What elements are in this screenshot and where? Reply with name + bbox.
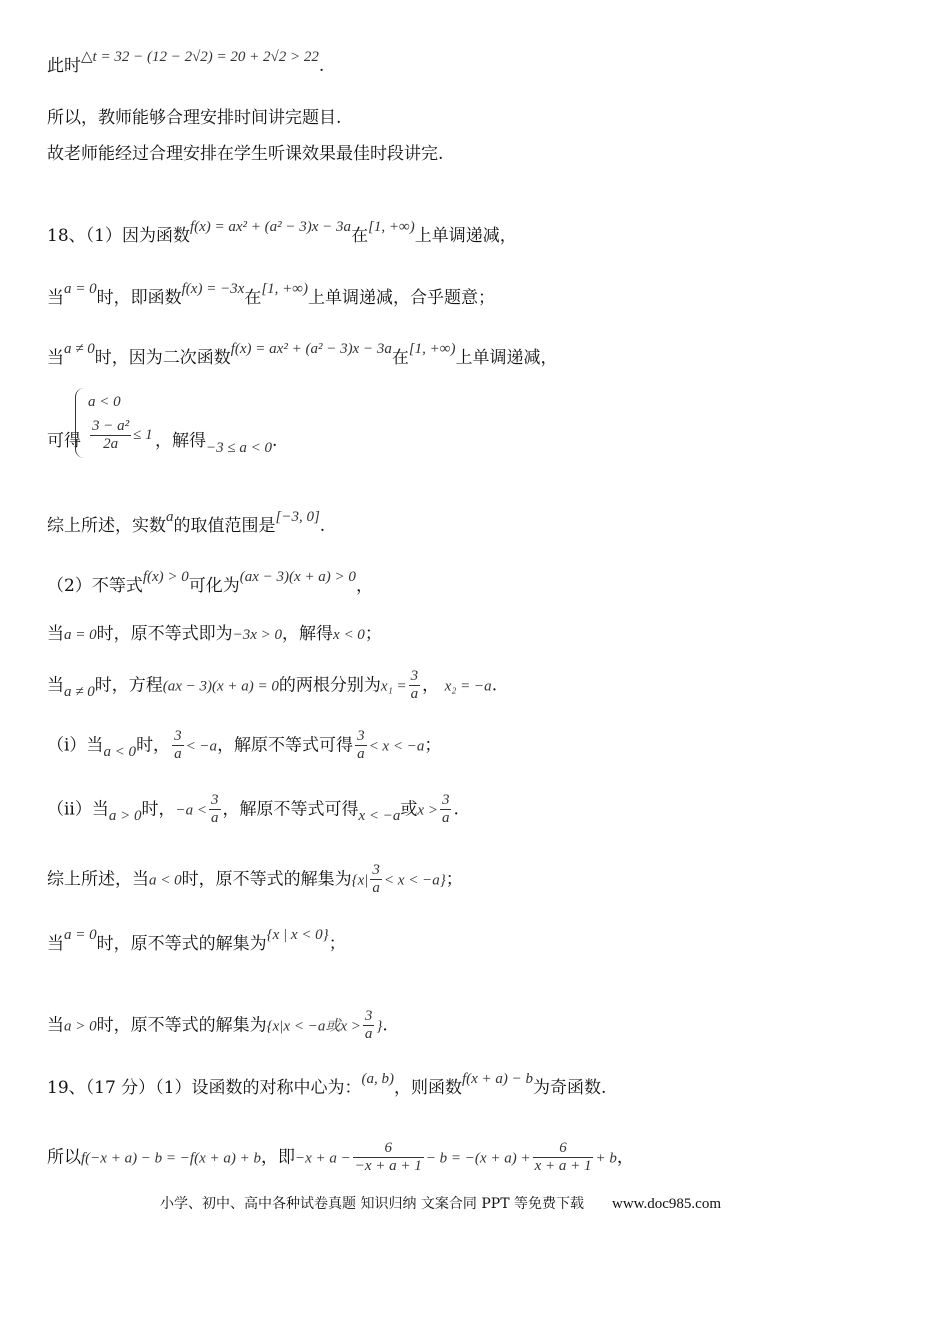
math: ≤ 1 bbox=[133, 427, 153, 444]
q18-case-a-nonzero bbox=[47, 341, 558, 368]
math: x₂ = −a bbox=[444, 678, 492, 695]
line-conclusion-1: 所以，教师能够合理安排时间讲完题目. bbox=[47, 108, 342, 128]
q18-system-solution bbox=[155, 431, 278, 456]
text: 或 bbox=[400, 799, 418, 820]
math: x bbox=[272, 1018, 280, 1035]
q18-system-prefix: 可得 bbox=[47, 431, 81, 451]
text: . bbox=[453, 799, 459, 820]
fraction bbox=[353, 1140, 424, 1176]
fraction bbox=[355, 728, 367, 764]
math: −x + a − bbox=[295, 1150, 351, 1167]
text: 时，因为二次函数 bbox=[94, 348, 231, 368]
set-bar: | bbox=[364, 872, 369, 889]
denominator: a bbox=[364, 1026, 373, 1043]
math: a ≠ 0 bbox=[64, 684, 95, 701]
text: ， bbox=[355, 576, 373, 596]
math: − b = −(x + a) + bbox=[425, 1150, 531, 1167]
system-line-1: a < 0 bbox=[88, 394, 121, 410]
text: 时，原不等式的解集为 bbox=[96, 1015, 267, 1036]
text: 当 bbox=[47, 288, 64, 308]
text: . bbox=[318, 56, 325, 76]
math: f(x) = ax² + (a² − 3)x − 3a bbox=[189, 219, 352, 235]
math: △t = 32 − (12 − 2√2) = 20 + 2√2 > 22 bbox=[81, 49, 319, 65]
numerator: 6 bbox=[353, 1140, 424, 1158]
text: . bbox=[271, 431, 278, 451]
q18-summary-a-gt-0 bbox=[47, 1008, 388, 1044]
fraction bbox=[533, 1140, 594, 1176]
denominator: a bbox=[441, 810, 450, 827]
text: ，解原不等式可得 bbox=[217, 735, 354, 756]
numerator: 3 bbox=[172, 728, 184, 746]
q18-summary-a-lt-0 bbox=[47, 862, 463, 898]
system-line-2 bbox=[88, 418, 153, 454]
text: 时，原不等式的解集为 bbox=[96, 934, 267, 954]
math: f(−x + a) − b = −f(x + a) + b bbox=[81, 1150, 261, 1167]
math: [−3, 0] bbox=[275, 509, 320, 525]
system-brace bbox=[75, 388, 86, 458]
text: 上单调递减， bbox=[414, 226, 517, 246]
set-brace-open: { bbox=[266, 1018, 273, 1035]
set-brace-close: } bbox=[376, 1018, 383, 1035]
text: 此时 bbox=[47, 56, 81, 76]
q19-intro bbox=[47, 1071, 607, 1098]
text: 所以 bbox=[47, 1147, 81, 1168]
set-brace-open: { bbox=[351, 872, 358, 889]
text: 综上所述，当 bbox=[47, 869, 149, 890]
text: 上单调递减，合乎题意； bbox=[308, 288, 495, 308]
footer-link[interactable]: www.doc985.com bbox=[611, 1196, 721, 1212]
text: ； bbox=[424, 735, 442, 756]
text: 18、（1）因为函数 bbox=[47, 226, 190, 246]
text: ， bbox=[616, 1147, 634, 1168]
text: ， bbox=[422, 675, 440, 696]
line-conclusion-2: 故老师能经过合理安排在学生听课效果最佳时段讲完. bbox=[47, 144, 444, 164]
math: < x < −a bbox=[368, 738, 425, 755]
math: x > bbox=[417, 802, 438, 819]
text: 时， bbox=[136, 735, 171, 756]
math: x < −a bbox=[358, 808, 401, 825]
math: [1, +∞) bbox=[408, 341, 456, 357]
math: (ax − 3)(x + a) > 0 bbox=[239, 569, 356, 585]
math: a > 0 bbox=[108, 808, 142, 825]
set-brace-close: } bbox=[439, 872, 446, 889]
text: （2）不等式 bbox=[47, 576, 143, 596]
text: 当 bbox=[47, 675, 64, 696]
math: a > 0 bbox=[64, 1018, 97, 1035]
math: < x < −a bbox=[383, 872, 440, 889]
math: a < 0 bbox=[149, 872, 182, 889]
numerator: 3 bbox=[370, 862, 382, 880]
q18-part2-case-i bbox=[47, 728, 441, 764]
text: 当 bbox=[47, 1015, 64, 1036]
math: a < 0 bbox=[103, 744, 137, 761]
math: < −a bbox=[185, 738, 218, 755]
math: (ax − 3)(x + a) = 0 bbox=[162, 678, 279, 695]
math: a ≠ 0 bbox=[64, 341, 95, 357]
math: −3 ≤ a < 0 bbox=[206, 440, 272, 456]
text: 的两根分别为 bbox=[278, 675, 381, 696]
set-bar: | bbox=[279, 1018, 284, 1035]
text: 当 bbox=[47, 624, 64, 644]
q18-part2-case-ii bbox=[47, 792, 459, 828]
fraction bbox=[209, 792, 221, 828]
denominator: a bbox=[174, 746, 182, 763]
numerator: 3 − a² bbox=[90, 418, 131, 436]
math: x₁ = bbox=[380, 678, 407, 695]
text: 上单调递减， bbox=[455, 348, 558, 368]
denominator: x + a + 1 bbox=[534, 1158, 592, 1175]
text: 的取值范围是 bbox=[173, 516, 276, 536]
page-footer bbox=[160, 1193, 721, 1213]
q18-case-a-zero bbox=[47, 281, 495, 308]
text: 可化为 bbox=[188, 576, 240, 596]
fraction-3-over-a bbox=[409, 668, 421, 704]
text: ，则函数 bbox=[393, 1078, 462, 1098]
math: −a < bbox=[175, 802, 207, 819]
numerator: 3 bbox=[363, 1008, 375, 1026]
line-delta-t bbox=[47, 49, 325, 76]
footer-text: 小学、初中、高中各种试卷真题 知识归纳 文案合同 PPT 等免费下载 bbox=[160, 1196, 584, 1212]
text: 当 bbox=[47, 934, 64, 954]
denominator: a bbox=[211, 810, 219, 827]
math: a = 0 bbox=[64, 281, 97, 297]
denominator: −x + a + 1 bbox=[354, 1158, 422, 1175]
text: ，解得 bbox=[155, 431, 206, 451]
q18-part1-intro bbox=[47, 219, 517, 246]
math: + b bbox=[595, 1150, 617, 1167]
text: 在 bbox=[351, 226, 369, 246]
math: f(x) = −3x bbox=[181, 281, 245, 297]
fraction bbox=[363, 1008, 375, 1044]
text: 时， bbox=[141, 799, 176, 820]
numerator: 3 bbox=[440, 792, 452, 810]
math: {x | x < 0} bbox=[266, 927, 329, 943]
q19-odd-function bbox=[47, 1140, 634, 1176]
text: ，解得 bbox=[282, 624, 334, 644]
text: 19、（17 分）（1）设函数的对称中心为： bbox=[47, 1078, 362, 1098]
text: . bbox=[382, 1015, 388, 1036]
text: 时，即函数 bbox=[96, 288, 182, 308]
text: ，解原不等式可得 bbox=[222, 799, 359, 820]
text: 时，方程 bbox=[94, 675, 163, 696]
text: ； bbox=[328, 934, 346, 954]
numerator: 6 bbox=[533, 1140, 594, 1158]
q18-part2-a-zero bbox=[47, 626, 382, 643]
text: ，即 bbox=[261, 1147, 295, 1168]
q18-part2-roots bbox=[47, 668, 497, 704]
math: a bbox=[166, 509, 174, 525]
math: f(x) > 0 bbox=[142, 569, 189, 585]
denominator: a bbox=[372, 880, 380, 897]
text: （i）当 bbox=[47, 735, 104, 756]
q18-summary-range bbox=[47, 509, 326, 536]
text: 时，原不等式即为 bbox=[96, 624, 233, 644]
text: ； bbox=[364, 624, 382, 644]
math: (a, b) bbox=[361, 1071, 394, 1087]
denominator: 2a bbox=[103, 436, 119, 453]
fraction bbox=[370, 862, 382, 898]
text: 为奇函数. bbox=[533, 1078, 607, 1098]
q18-summary-a-eq-0 bbox=[47, 927, 346, 954]
text: . bbox=[319, 516, 326, 536]
math: f(x + a) − b bbox=[461, 1071, 534, 1087]
text: 当 bbox=[47, 348, 64, 368]
q18-part2-intro bbox=[47, 569, 373, 596]
numerator: 3 bbox=[409, 668, 421, 686]
math: x < −a或x > bbox=[283, 1018, 361, 1035]
text: 时，原不等式的解集为 bbox=[181, 869, 352, 890]
math: a = 0 bbox=[64, 927, 97, 943]
denominator: a bbox=[357, 746, 365, 763]
math: f(x) = ax² + (a² − 3)x − 3a bbox=[230, 341, 392, 357]
math: x bbox=[357, 872, 365, 889]
math: [1, +∞) bbox=[368, 219, 415, 235]
fraction bbox=[440, 792, 452, 828]
text: . bbox=[491, 675, 498, 696]
text: 综上所述，实数 bbox=[47, 516, 166, 536]
fraction bbox=[172, 728, 184, 764]
text: （ii）当 bbox=[47, 799, 109, 820]
numerator: 3 bbox=[209, 792, 221, 810]
text: ； bbox=[445, 869, 463, 890]
denominator: a bbox=[410, 686, 419, 703]
math: x < 0 bbox=[333, 627, 365, 643]
text: 在 bbox=[391, 348, 409, 368]
fraction bbox=[90, 418, 131, 454]
math: a = 0 bbox=[64, 627, 97, 643]
numerator: 3 bbox=[355, 728, 367, 746]
text: 在 bbox=[244, 288, 262, 308]
math: −3x > 0 bbox=[232, 627, 283, 643]
math: [1, +∞) bbox=[261, 281, 308, 297]
